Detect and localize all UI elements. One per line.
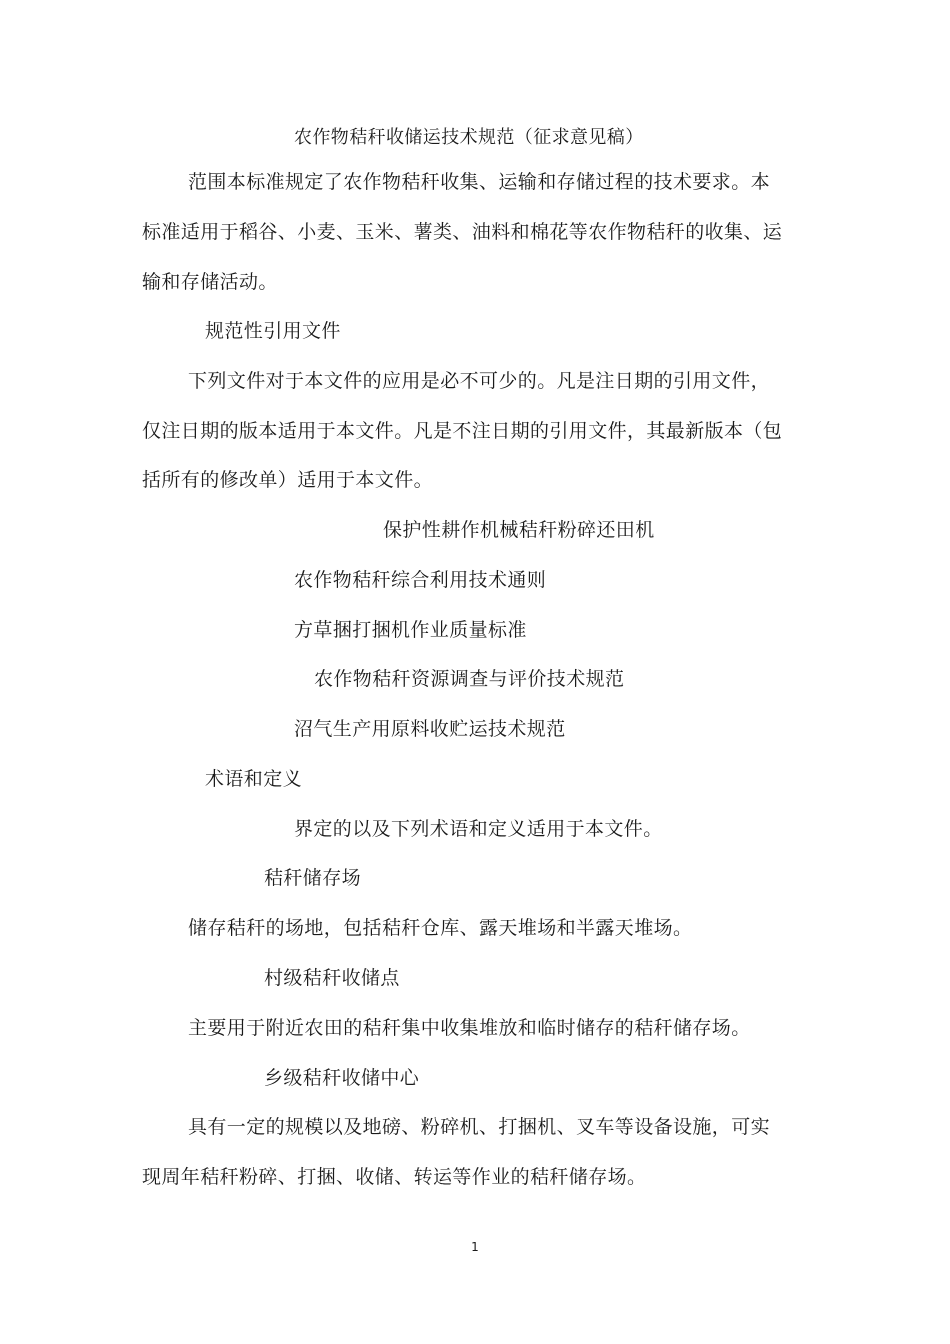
term-definition: 主要用于附近农田的秸秆集中收集堆放和临时储存的秸秆储存场。	[188, 1017, 751, 1039]
reference-item: 方草捆打捆机作业质量标准	[294, 619, 527, 641]
document-title: 农作物秸秆收储运技术规范（征求意见稿）	[294, 127, 644, 148]
reference-item: 农作物秸秆资源调查与评价技术规范	[314, 668, 625, 690]
term-name: 乡级秸秆收储中心	[264, 1067, 420, 1089]
term-name: 秸秆储存场	[264, 867, 362, 889]
page-number: 1	[471, 1240, 479, 1254]
term-definition: 储存秸秆的场地，包括秸秆仓库、露天堆场和半露天堆场。	[188, 917, 693, 939]
term-name: 村级秸秆收储点	[264, 967, 400, 989]
scope-line-3: 输和存储活动。	[142, 271, 278, 293]
scope-line-2: 标准适用于稻谷、小麦、玉米、薯类、油料和棉花等农作物秸秆的收集、运	[142, 221, 783, 243]
reference-item: 农作物秸秆综合利用技术通则	[294, 569, 547, 591]
scope-line-1: 范围本标准规定了农作物秸秆收集、运输和存储过程的技术要求。本	[188, 171, 771, 193]
normative-refs-line-1: 下列文件对于本文件的应用是必不可少的。凡是注日期的引用文件，	[188, 370, 771, 392]
normative-refs-line-2: 仅注日期的版本适用于本文件。凡是不注日期的引用文件，其最新版本（包	[142, 420, 783, 442]
reference-item: 保护性耕作机械秸秆粉碎还田机	[383, 519, 655, 541]
terms-intro: 界定的以及下列术语和定义适用于本文件。	[294, 818, 663, 840]
term-definition-line-1: 具有一定的规模以及地磅、粉碎机、打捆机、叉车等设备设施，可实	[188, 1116, 771, 1138]
normative-refs-heading: 规范性引用文件	[205, 320, 341, 342]
normative-refs-line-3: 括所有的修改单）适用于本文件。	[142, 469, 434, 491]
terms-heading: 术语和定义	[205, 768, 303, 790]
term-definition-line-2: 现周年秸秆粉碎、打捆、收储、转运等作业的秸秆储存场。	[142, 1166, 647, 1188]
reference-item: 沼气生产用原料收贮运技术规范	[294, 718, 566, 740]
